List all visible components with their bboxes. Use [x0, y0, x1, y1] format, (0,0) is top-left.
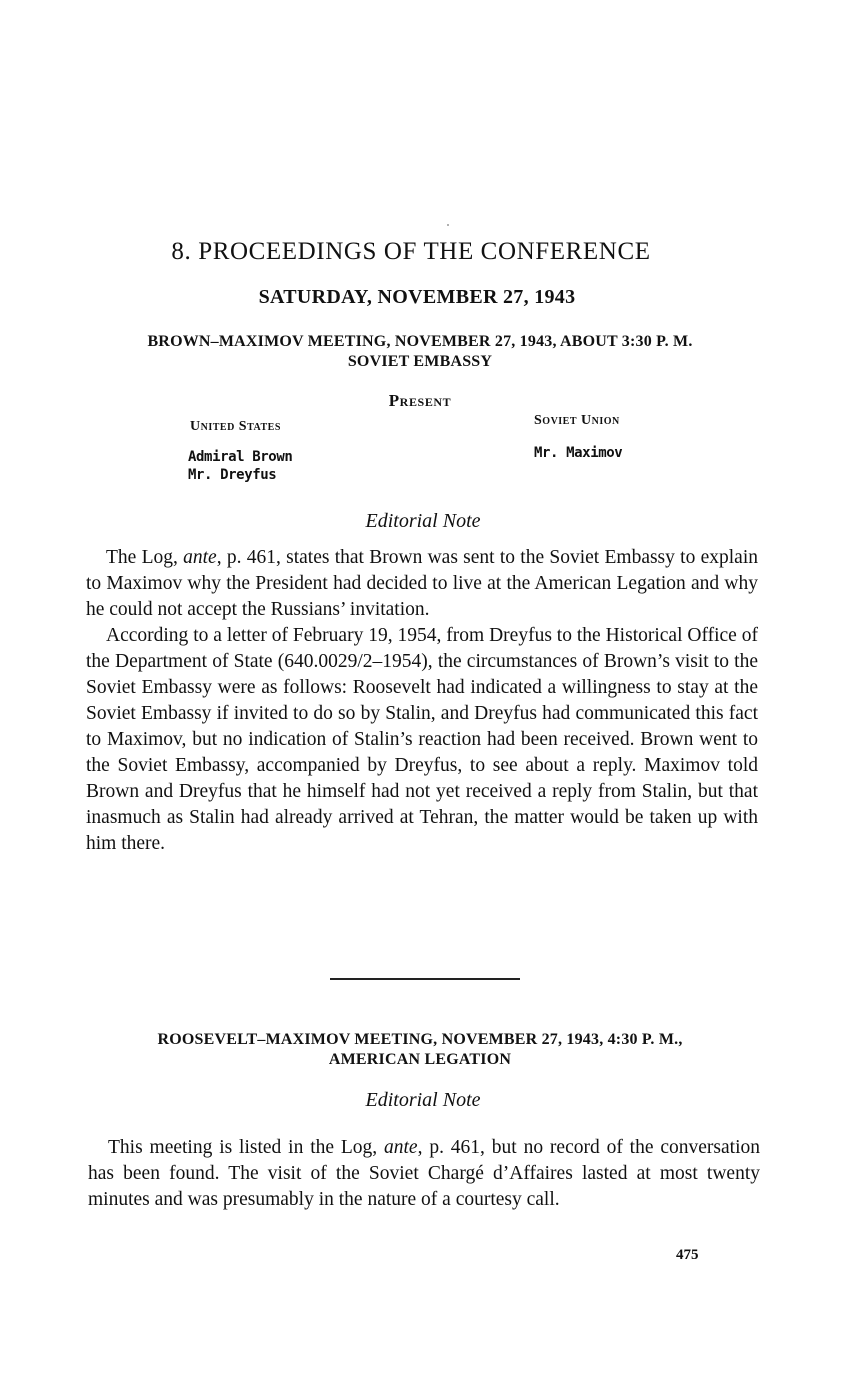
- editorial-note-heading-1: Editorial Note: [365, 510, 481, 532]
- united-states-heading: United States: [190, 419, 281, 434]
- meeting-1-title-line1: BROWN–MAXIMOV MEETING, NOVEMBER 27, 1943, ABOUT 3:30 P. M.: [147, 333, 693, 350]
- paragraph-text: The Log,: [106, 547, 184, 568]
- paragraph: According to a letter of February 19, 1954, from Dreyfus to the Historical Office of the Department of State (640.0029/2–1954), the circumstances of Brown’s visit to the Soviet Embassy were as follows: Roosevelt had indicated a willingness to stay at the Soviet Embassy if invited to do so by Stalin, and Dreyfus had communicated this fact to Maximov, but no indication of Stalin’s reaction had been received. Brown went to the Soviet Embassy, accompanied by Dreyfus, to see about a reply. Maximov told Brown and Dreyfus that he himself had not yet received a reply from Stalin, but that inasmuch as Stalin had already arrived at Tehran, the matter would be taken up with him there.: [86, 625, 758, 854]
- soviet-union-heading: Soviet Union: [534, 413, 620, 428]
- paragraph-text: , p. 461, but no record of the conversation has been found. The visit of the Soviet Chargé d’Affaires lasted at most twenty minutes and was presumably in the nature of a courtesy call.: [88, 1137, 760, 1210]
- attendee-name: Admiral Brown: [188, 449, 293, 465]
- paragraph-text: This meeting is listed in the Log,: [108, 1137, 385, 1158]
- stray-mark: [447, 224, 449, 226]
- section-divider: [330, 978, 520, 980]
- attendee-name: Mr. Maximov: [534, 445, 623, 461]
- meeting-1-title-line2: SOVIET EMBASSY: [347, 353, 493, 370]
- meeting-1-title: [60, 332, 780, 372]
- editorial-note-heading-2: Editorial Note: [365, 1089, 481, 1111]
- paragraph: [86, 545, 758, 623]
- present-heading: Present: [388, 391, 452, 410]
- meeting-2-title: [60, 1030, 780, 1070]
- editorial-note-body-2: [88, 1135, 760, 1213]
- attendee-name: Mr. Dreyfus: [188, 467, 277, 483]
- date-heading: SATURDAY, NOVEMBER 27, 1943: [258, 286, 576, 308]
- latin-term: ante: [183, 547, 217, 568]
- page-number: 475: [676, 1247, 699, 1263]
- paragraph-text: , p. 461, states that Brown was sent to the Soviet Embassy to explain to Maximov why the President had decided to live at the American Legation and why he could not accept the Russians’ invitation.: [86, 547, 758, 620]
- united-states-attendees: [188, 448, 292, 484]
- meeting-2-title-line1: ROOSEVELT–MAXIMOV MEETING, NOVEMBER 27, 1943, 4:30 P. M.,: [157, 1031, 683, 1048]
- meeting-2-title-line2: AMERICAN LEGATION: [328, 1051, 512, 1068]
- paragraph: [88, 1135, 760, 1213]
- latin-term: ante: [384, 1137, 418, 1158]
- editorial-note-body-1: [86, 545, 758, 857]
- chapter-title: 8. PROCEEDINGS OF THE CONFERENCE: [171, 238, 651, 265]
- soviet-union-attendees: [534, 444, 622, 462]
